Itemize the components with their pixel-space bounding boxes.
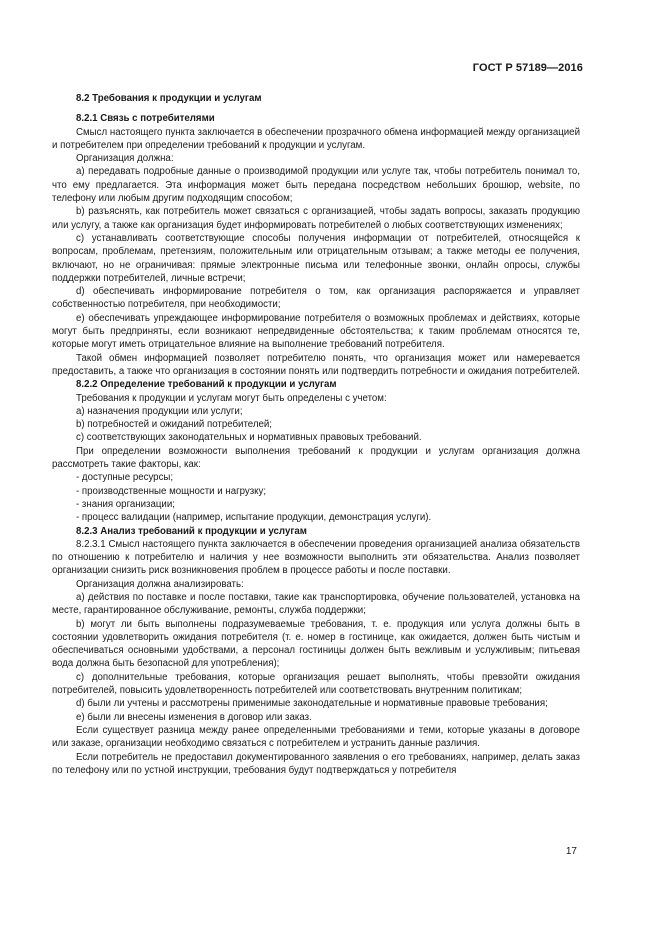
paragraph: a) передавать подробные данные о производимой продукции или услуге так, чтобы потребитель понимал то, что ему предлагается. Эта информация может быть передана посредством небольших брошюр, website, по телефону или любым другим подходящим способом; [52, 166, 580, 205]
paragraph: d) обеспечивать информирование потребителя о том, как организация распоряжается и управляет собственностью потребителя, при необходимости; [52, 286, 580, 311]
paragraph: c) устанавливать соответствующие способы получения информации от потребителей, относящейся к вопросам, проблемам, претензиям, положительным или отрицательным отзывам; а также методы ее получения, включают, но не ограничивая: прямые электронные письма или телефонные звонки, онлайн опросы, службы поддержки потребителей, личные встречи; [52, 232, 580, 284]
paragraph: Если потребитель не предоставил документированного заявления о его требованиях, например, делать заказ по телефону или по устной инструкции, требования будут подтверждаться у потребителя [52, 751, 580, 776]
paragraph: b) потребностей и ожиданий потребителей; [76, 419, 272, 431]
paragraph: Если существует разница между ранее определенными требованиями и теми, которые указаны в договоре или заказе, организации необходимо связаться с потребителем и устранить данные различия. [52, 724, 580, 750]
paragraph: e) обеспечивать упреждающее информирование потребителя о возможных проблемах и действиях, которые могут быть предприняты, если возникают непредвиденные обстоятельства; к таким проблемам относятся те, которые могут иметь отрицательное влияние на выполнение требований потребителя. [52, 312, 580, 351]
document-header [473, 62, 583, 74]
paragraph: Организация должна: [76, 153, 174, 165]
paragraph: a) назначения продукции или услуги; [76, 405, 243, 417]
paragraph: Такой обмен информацией позволяет потребителю понять, что организация может или намеревается предоставить, а также что организация в состоянии понять или подтвердить потребности и ожидания потребителей. [52, 352, 580, 377]
paragraph: e) были ли внесены изменения в договор или заказ. [76, 711, 312, 723]
section-heading: 8.2.2 Определение требований к продукции и услугам [76, 379, 337, 391]
paragraph: - доступные ресурсы; [76, 472, 174, 484]
paragraph: - процесс валидации (например, испытание продукции, демонстрация услуги). [76, 512, 432, 524]
paragraph: c) соответствующих законодательных и нормативных правовых требований. [76, 432, 422, 444]
section-heading: 8.2 Требования к продукции и услугам [76, 93, 262, 104]
paragraph: Требования к продукции и услугам могут быть определены с учетом: [76, 392, 387, 404]
page-number: 17 [565, 846, 577, 857]
document-body [52, 92, 580, 777]
paragraph: b) могут ли быть выполнены подразумеваемые требования, т. е. продукция или услуга должны быть в состоянии удовлетворить ожидания потребителя (т. е. номер в гостинице, как ожидается, должен быть чистым и обеспечиваться основными удобствами, а персонал гостиницы должен быть вежливым и услужливым; питьевая вода должна быть безопасной для употребления); [52, 618, 580, 670]
paragraph: c) дополнительные требования, которые организация решает выполнять, чтобы превзойти ожидания потребителей, повысить удовлетворенность потребителей или соответствовать внутренним политикам; [52, 671, 580, 697]
paragraph: - производственные мощности и нагрузку; [76, 485, 267, 497]
section-heading: 8.2.1 Связь с потребителями [76, 113, 215, 125]
paragraph: 8.2.3.1 Смысл настоящего пункта заключается в обеспечении проведения организацией анализа обязательств по отношению к потребителю и наличия у нее возможности выполнить эти обязательства. Анализ позволяет организации снизить риск возникновения проблем в процессе работы и после поставки. [52, 538, 580, 577]
paragraph: a) действия по поставке и после поставки, такие как транспортировка, обучение пользователей, установка на месте, гарантированное обслуживание, ремонты, служба поддержки; [52, 591, 580, 617]
document-id: ГОСТ Р 57189—2016 [472, 62, 583, 74]
paragraph: Организация должна анализировать: [76, 578, 244, 590]
paragraph: b) разъяснять, как потребитель может связаться с организацией, чтобы задать вопросы, заказать продукцию или услугу, а также как организация будет информировать потребителей о любых соответствующих изменениях; [52, 206, 580, 231]
paragraph: Смысл настоящего пункта заключается в обеспечении прозрачного обмена информацией между организацией и потребителем при определении требований к продукции и услугам. [52, 126, 580, 151]
paragraph: - знания организации; [76, 498, 175, 510]
paragraph: d) были ли учтены и рассмотрены применимые законодательные и нормативные правовые требования; [76, 698, 548, 710]
section-heading: 8.2.3 Анализ требований к продукции и услугам [76, 525, 307, 537]
paragraph: При определении возможности выполнения требований к продукции и услугам организация должна рассмотреть такие факторы, как: [52, 445, 580, 471]
